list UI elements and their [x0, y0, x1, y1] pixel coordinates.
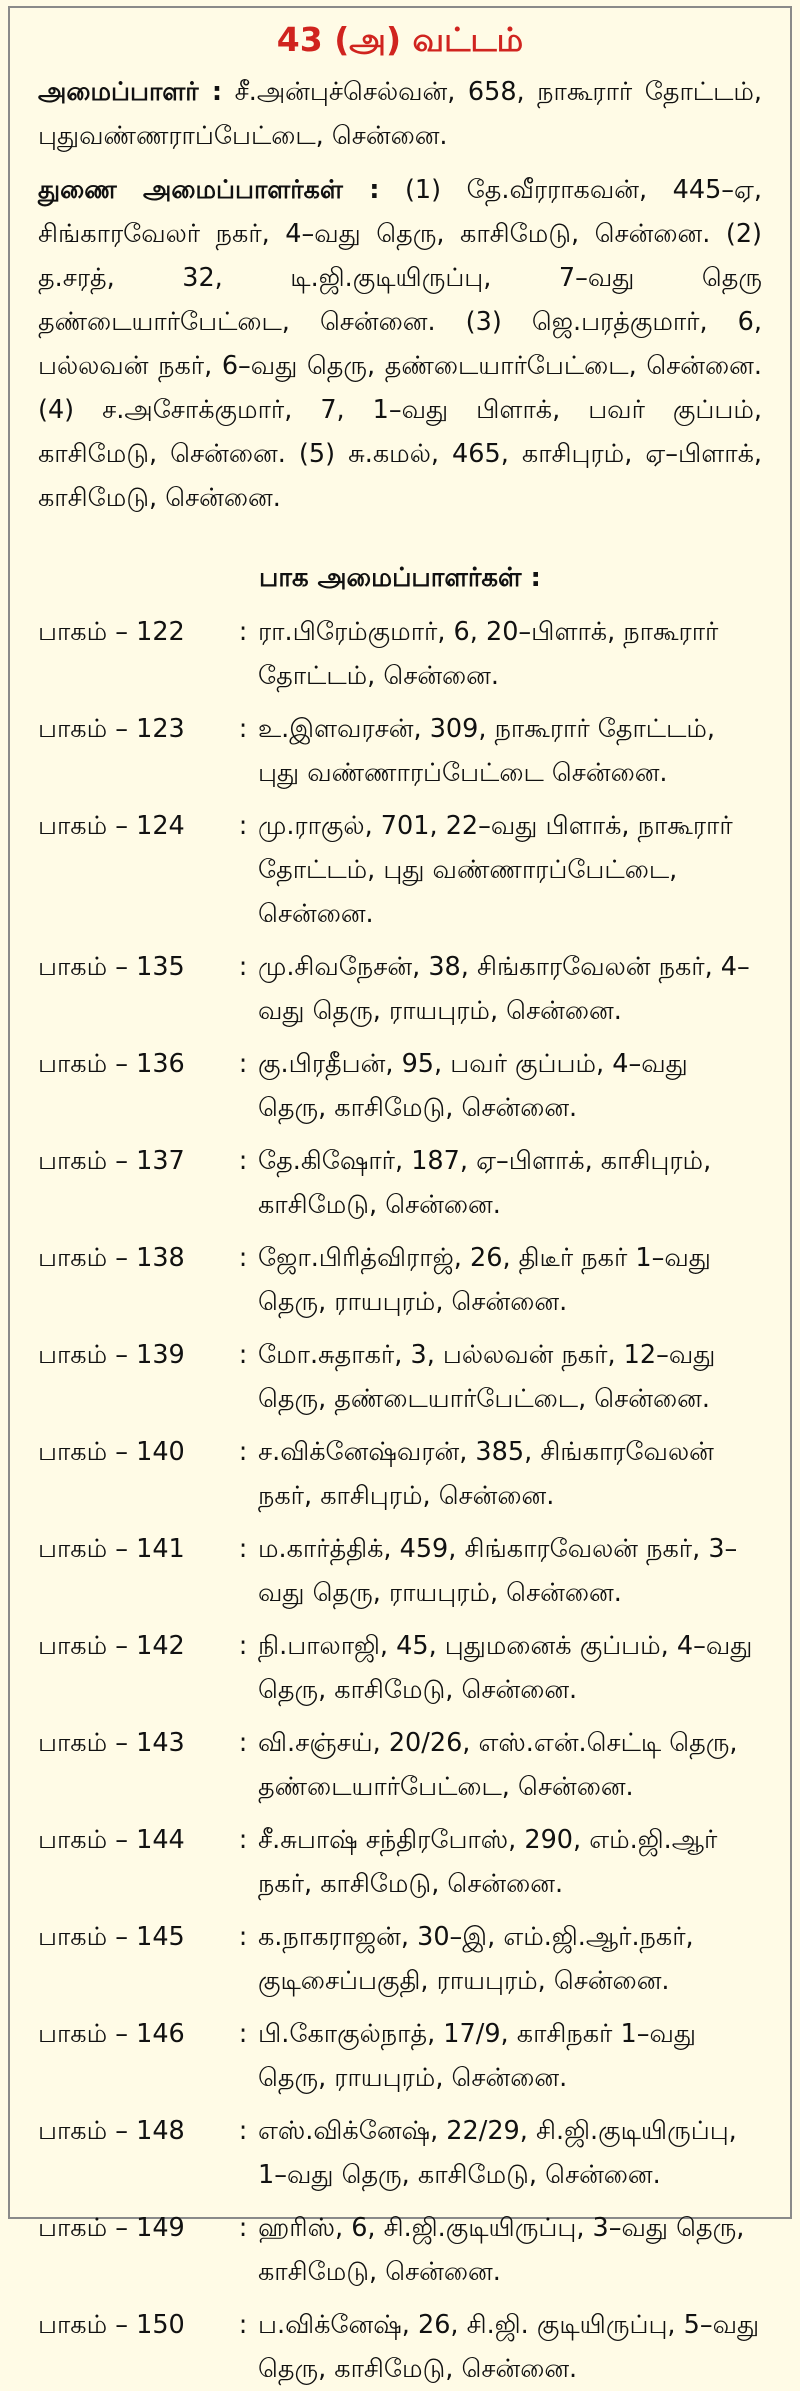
colon-separator: : — [238, 1049, 248, 1079]
part-number: பாகம் – 122 — [38, 617, 185, 647]
organizer-details: மு.ராகுல், 701, 22–வது பிளாக், நாகூரார் தோட்டம், புது வண்ணாரப்பேட்டை, சென்னை. — [258, 811, 733, 929]
organizer-details: பி.கோகுல்நாத், 17/9, காசிநகர் 1–வது தெரு, ராயபுரம், சென்னை. — [258, 2019, 696, 2093]
organizer-details: உ.இளவரசன், 309, நாகூரார் தோட்டம், புது வண்ணாரப்பேட்டை சென்னை. — [258, 714, 716, 788]
list-item — [38, 945, 762, 1033]
colon-separator: : — [238, 2019, 248, 2049]
part-number: பாகம் – 136 — [38, 1049, 185, 1079]
list-item — [38, 2012, 762, 2100]
colon-separator: : — [238, 1146, 248, 1176]
organizer-text: சீ.அன்புச்செல்வன், 658, நாகூரார் தோட்டம், புதுவண்ணராப்பேட்டை, சென்னை. — [38, 77, 762, 151]
list-item — [38, 1236, 762, 1324]
part-number: பாகம் – 146 — [38, 2019, 185, 2049]
deputy-organizers-paragraph — [38, 168, 762, 520]
organizer-label: அமைப்பாளர் : — [38, 77, 223, 107]
organizer-details: மோ.சுதாகர், 3, பல்லவன் நகர், 12–வது தெரு, தண்டையார்பேட்டை, சென்னை. — [258, 1340, 716, 1414]
list-item — [38, 1430, 762, 1518]
list-item — [38, 804, 762, 936]
page-title: 43 (அ) வட்டம் — [276, 20, 524, 59]
colon-separator: : — [238, 1534, 248, 1564]
colon-separator: : — [238, 1243, 248, 1273]
section-title: பாக அமைப்பாளர்கள் : — [259, 563, 541, 593]
deputy-organizers-label: துணை அமைப்பாளர்கள் : — [38, 175, 380, 205]
colon-separator: : — [238, 714, 248, 744]
part-number: பாகம் – 140 — [38, 1437, 185, 1467]
part-number: பாகம் – 142 — [38, 1631, 185, 1661]
part-number: பாகம் – 144 — [38, 1825, 185, 1855]
colon-separator: : — [238, 1825, 248, 1855]
spacer — [38, 530, 762, 556]
part-number: பாகம் – 148 — [38, 2116, 185, 2146]
colon-separator: : — [238, 617, 248, 647]
list-item — [38, 1721, 762, 1809]
organizer-details: கு.பிரதீபன், 95, பவர் குப்பம், 4–வது தெரு, காசிமேடு, சென்னை. — [258, 1049, 688, 1123]
organizer-details: நி.பாலாஜி, 45, புதுமனைக் குப்பம், 4–வது தெரு, காசிமேடு, சென்னை. — [258, 1631, 753, 1705]
list-item — [38, 707, 762, 795]
organizer-details: ச.விக்னேஷ்வரன், 385, சிங்காரவேலன் நகர், காசிபுரம், சென்னை. — [258, 1437, 714, 1511]
colon-separator: : — [238, 1340, 248, 1370]
part-number: பாகம் – 145 — [38, 1922, 185, 1952]
organizer-paragraph — [38, 70, 762, 158]
list-item — [38, 2303, 762, 2391]
part-number: பாகம் – 149 — [38, 2213, 185, 2243]
colon-separator: : — [238, 952, 248, 982]
colon-separator: : — [238, 2310, 248, 2340]
list-item — [38, 1042, 762, 1130]
list-item — [38, 1333, 762, 1421]
deputy-organizers-text: (1) தே.வீரராகவன், 445–ஏ, சிங்காரவேலர் நகர், 4–வது தெரு, காசிமேடு, சென்னை. (2) த.சரத், 32, டி.ஜி.குடியிருப்பு, 7–வது தெரு தண்டையார்பேட்டை, சென்னை. (3) ஜெ.பரத்குமார், 6, பல்லவன் நகர், 6–வது தெரு, தண்டையார்பேட்டை, சென்னை. (4) ச.அசோக்குமார், 7, 1–வது பிளாக், பவர் குப்பம், காசிமேடு, சென்னை. (5) சு.கமல், 465, காசிபுரம், ஏ–பிளாக், காசிமேடு, சென்னை. — [38, 175, 763, 513]
part-number: பாகம் – 123 — [38, 714, 185, 744]
organizer-details: மு.சிவநேசன், 38, சிங்காரவேலன் நகர், 4–வது தெரு, ராயபுரம், சென்னை. — [258, 952, 750, 1026]
colon-separator: : — [238, 1631, 248, 1661]
organizer-details: ம.கார்த்திக், 459, சிங்காரவேலன் நகர், 3–வது தெரு, ராயபுரம், சென்னை. — [258, 1534, 738, 1608]
organizer-details: தே.கிஷோர், 187, ஏ–பிளாக், காசிபுரம், காசிமேடு, சென்னை. — [258, 1146, 712, 1220]
colon-separator: : — [238, 2116, 248, 2146]
list-item — [38, 610, 762, 698]
list-item — [38, 1139, 762, 1227]
organizer-details: வி.சஞ்சய், 20/26, எஸ்.என்.செட்டி தெரு, தண்டையார்பேட்டை, சென்னை. — [258, 1728, 738, 1802]
colon-separator: : — [238, 811, 248, 841]
colon-separator: : — [238, 1922, 248, 1952]
organizer-details: எஸ்.விக்னேஷ், 22/29, சி.ஜி.குடியிருப்பு, 1–வது தெரு, காசிமேடு, சென்னை. — [258, 2116, 737, 2190]
colon-separator: : — [238, 1728, 248, 1758]
part-number: பாகம் – 124 — [38, 811, 185, 841]
part-number: பாகம் – 135 — [38, 952, 185, 982]
part-number: பாகம் – 137 — [38, 1146, 185, 1176]
list-item — [38, 1915, 762, 2003]
organizer-details: ஜோ.பிரித்விராஜ், 26, திடீர் நகர் 1–வது தெரு, ராயபுரம், சென்னை. — [258, 1243, 711, 1317]
document-page — [8, 6, 792, 2384]
list-item — [38, 2109, 762, 2197]
colon-separator: : — [238, 2213, 248, 2243]
part-number: பாகம் – 143 — [38, 1728, 185, 1758]
colon-separator: : — [238, 1437, 248, 1467]
organizer-details: ப.விக்னேஷ், 26, சி.ஜி. குடியிருப்பு, 5–வது தெரு, காசிமேடு, சென்னை. — [258, 2310, 760, 2384]
organizer-details: ஹரிஸ், 6, சி.ஜி.குடியிருப்பு, 3–வது தெரு, காசிமேடு, சென்னை. — [258, 2213, 745, 2287]
part-number: பாகம் – 141 — [38, 1534, 185, 1564]
part-organizers-list — [38, 610, 762, 2391]
list-item — [38, 1527, 762, 1615]
list-item — [38, 2206, 762, 2294]
organizer-details: சீ.சுபாஷ் சந்திரபோஸ், 290, எம்.ஜி.ஆர் நகர், காசிமேடு, சென்னை. — [258, 1825, 718, 1899]
list-item — [38, 1818, 762, 1906]
organizer-details: ரா.பிரேம்குமார், 6, 20–பிளாக், நாகூரார் தோட்டம், சென்னை. — [258, 617, 719, 691]
organizer-details: க.நாகராஜன், 30–இ, எம்.ஜி.ஆர்.நகர், குடிசைப்பகுதி, ராயபுரம், சென்னை. — [258, 1922, 694, 1996]
part-number: பாகம் – 138 — [38, 1243, 185, 1273]
part-number: பாகம் – 150 — [38, 2310, 185, 2340]
list-item — [38, 1624, 762, 1712]
part-number: பாகம் – 139 — [38, 1340, 185, 1370]
